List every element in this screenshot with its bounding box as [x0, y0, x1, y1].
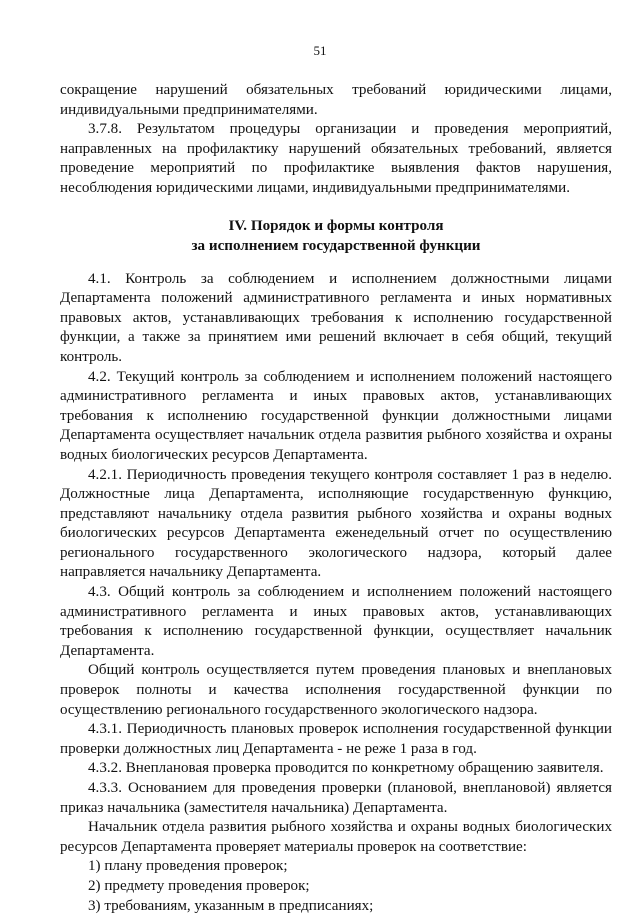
list-item: 2) предмету проведения проверок;	[88, 877, 310, 894]
paragraph-4-3-2: 4.3.2. Внеплановая проверка проводится по конкретному обращению заявителя.	[88, 760, 604, 777]
section-heading-line-2: за исполнением государственной функции	[191, 237, 481, 254]
page-number: 51	[313, 43, 327, 58]
paragraph-4-3: 4.3. Общий контроль за соблюдением и исполнением положений настоящего административного регламента и иных правовых актов, устанавливающих требования к исполнению государственной функции, осуществляет начальник Департамента.	[60, 584, 612, 659]
list-item: 1) плану проведения проверок;	[88, 858, 288, 875]
section-heading	[60, 216, 612, 256]
section-heading-line-1: IV. Порядок и формы контроля	[228, 217, 444, 234]
document-body	[60, 81, 612, 916]
paragraph-4-3-3: 4.3.3. Основанием для проведения проверки (плановой, внеплановой) является приказ начальника (заместителя начальника) Департамента.	[60, 780, 612, 816]
list-item: 3) требованиям, указанным в предписаниях;	[88, 897, 374, 914]
paragraph-4-3-1: 4.3.1. Периодичность плановых проверок исполнения государственной функции проверки должностных лиц Департамента - не реже 1 раза в год.	[60, 721, 612, 757]
paragraph-4-2: 4.2. Текущий контроль за соблюдением и исполнением положений настоящего административного регламента и иных правовых актов, устанавливающих требования к исполнению государственной функции должностными лицами Департамента осуществляет начальник отдела развития рыбного хозяйства и охраны водных биологических ресурсов Департамента.	[60, 368, 612, 463]
paragraph-3-7-8: 3.7.8. Результатом процедуры организации и проведения мероприятий, направленных на профилактику нарушений обязательных требований, является проведение мероприятий по профилактике выявления фактов нарушения, несоблюдения юридическими лицами, индивидуальными предпринимателями.	[60, 121, 612, 196]
paragraph-4-1: 4.1. Контроль за соблюдением и исполнением должностными лицами Департамента положений административного регламента и иных нормативных правовых актов, устанавливающих требования к исполнению государственной функции, а также за принятием ими решений включает в себя общий, текущий контроль.	[60, 270, 612, 365]
paragraph-continuation: сокращение нарушений обязательных требований юридическими лицами, индивидуальными предпринимателями.	[60, 82, 612, 118]
paragraph-checks-intro: Начальник отдела развития рыбного хозяйства и охраны водных биологических ресурсов Департамента проверяет материалы проверок на соответствие:	[60, 819, 612, 855]
paragraph-4-2-1: 4.2.1. Периодичность проведения текущего контроля составляет 1 раз в неделю. Должностные лица Департамента, исполняющие государственную функцию, представляют начальнику отдела развития рыбного хозяйства и охраны водных биологических ресурсов Департамента еженедельный отчет по осуществлению регионального государственного экологического надзора, который далее направляется начальнику Департамента.	[60, 466, 612, 581]
paragraph-general-control: Общий контроль осуществляется путем проведения плановых и внеплановых проверок полноты и качества исполнения государственной функции по осуществлению регионального государственного экологического надзора.	[60, 662, 612, 718]
